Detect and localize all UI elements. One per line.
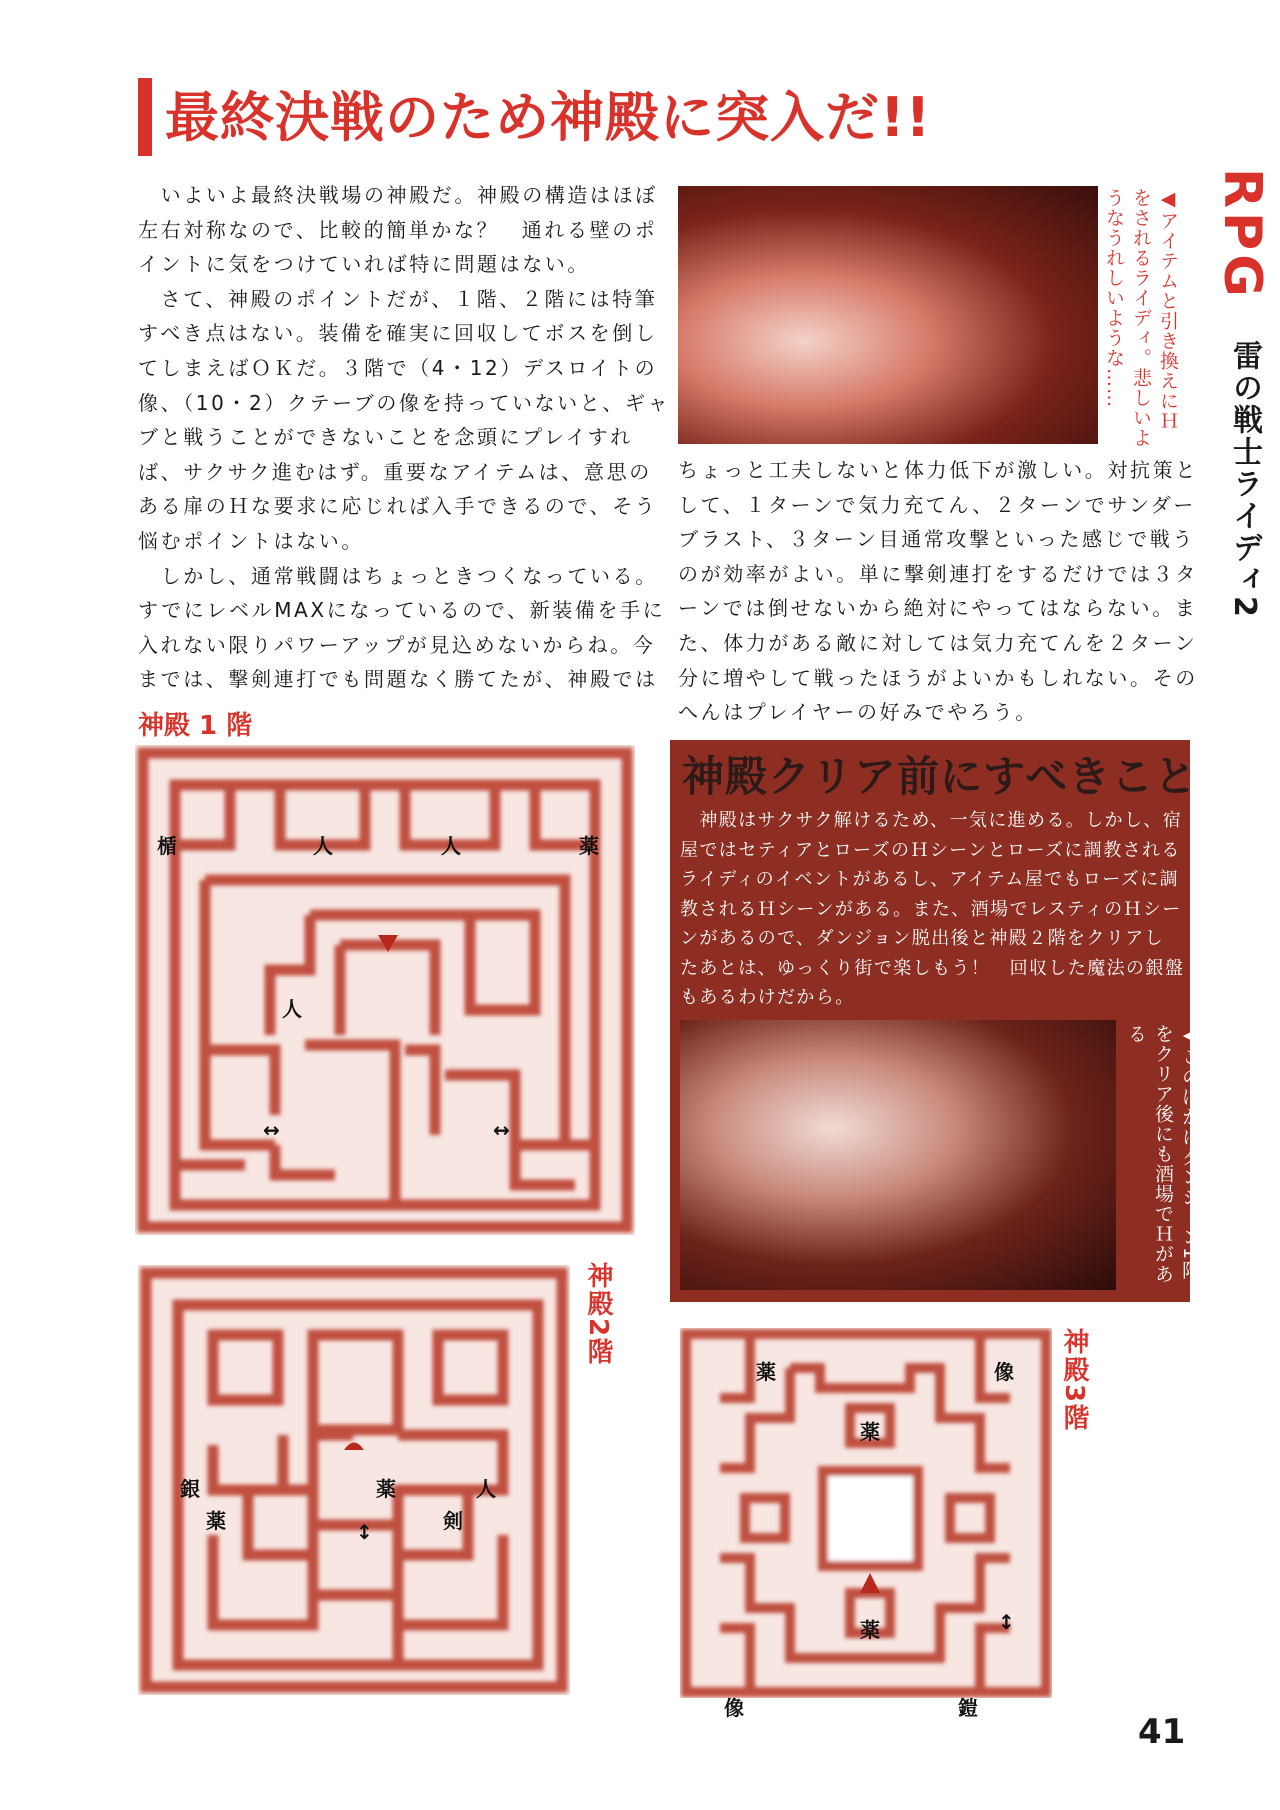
warp-arrow-icon: ↔ <box>493 1118 510 1142</box>
map-marker-medicine: 薬 <box>860 1618 880 1642</box>
tip-box-body <box>680 806 1184 1013</box>
warp-arrow-icon: ↔ <box>263 1118 280 1142</box>
text-line: すでにレベルMAXになっているので、新装備を手に <box>138 598 666 623</box>
text-line: して、１ターンで気力充てん、２ターンでサンダー <box>678 492 1196 517</box>
map-marker-medicine: 薬 <box>756 1360 776 1384</box>
text-line: もあるわけだから。 <box>680 987 855 1008</box>
photo-caption: ◀このほかにダンジョン1階をクリア後にも酒場でＨがある <box>1125 1024 1201 1284</box>
map-marker-person: 人 <box>476 1477 496 1501</box>
text-line: ブラスト、３ターン目通常攻撃といった感じで戦う <box>678 527 1195 552</box>
text-line: 左右対称なので、比較的簡単かな？ 通れる壁のポ <box>138 217 658 242</box>
text-line: のが効率がよい。単に撃剣連打をするだけでは３タ <box>678 561 1198 586</box>
text-line: た、体力がある敵に対しては気力充てんを２ターン <box>678 630 1198 655</box>
text-line: いよいよ最終決戦場の神殿だ。神殿の構造はほぼ <box>138 183 658 207</box>
map-marker-statue: 像 <box>994 1360 1014 1384</box>
page-title: 最終決戦のため神殿に突入だ!! <box>165 86 932 149</box>
text-line: 悩むポイントはない。 <box>138 528 364 553</box>
illustration-bar-scene <box>680 1020 1116 1290</box>
text-line: たあとは、ゆっくり街で楽しもう！ 回収した魔法の銀盤 <box>680 957 1185 979</box>
floor3-map <box>680 1328 1052 1720</box>
map-marker-medicine: 薬 <box>579 834 599 858</box>
text-line: ンがあるので、ダンジョン脱出後と神殿２階をクリアし <box>680 928 1165 949</box>
floor1-maze <box>135 745 635 1235</box>
text-line: ブと戦うことができないことを念頭にプレイすれ <box>138 425 633 450</box>
map-marker-statue: 像 <box>724 1696 744 1720</box>
text-line: すべき点はない。装備を確実に回収してボスを倒し <box>138 321 658 346</box>
photo-caption: ◀アイテムと引き換えにＨをされるライディ。悲しいようなうれしいような…… <box>1103 188 1179 448</box>
text-line: 神殿はサクサク解けるため、一気に進める。しかし、宿 <box>680 810 1183 831</box>
floor1-map <box>135 745 635 1235</box>
map-marker-shield: 楯 <box>157 834 177 858</box>
floor2-map <box>138 1265 570 1695</box>
right-column-text <box>678 453 1198 730</box>
text-line: 屋ではセティアとローズのＨシーンとローズに調教される <box>680 839 1181 861</box>
left-column-text <box>138 178 670 697</box>
text-line: 像、（10・2）クテーブの像を持っていないと、ギャ <box>138 390 671 415</box>
map-marker-medicine: 薬 <box>206 1509 226 1533</box>
map-marker-person: 人 <box>441 834 461 858</box>
warp-arrow-icon: ↕ <box>998 1610 1015 1634</box>
text-line: へんはプレイヤーの好みでやろう。 <box>678 700 1038 725</box>
text-line: イントに気をつけていれば特に問題はない。 <box>138 252 590 277</box>
genre-label: RPG <box>1212 168 1272 301</box>
floor2-maze <box>138 1265 570 1695</box>
text-line: さて、神殿のポイントだが、１階、２階には特筆 <box>138 286 658 311</box>
page-number: 41 <box>1138 1712 1186 1752</box>
text-line: ーンでは倒せないから絶対にやってはならない。ま <box>678 596 1198 621</box>
illustration-raidy <box>678 186 1098 444</box>
map-marker-person: 人 <box>282 997 302 1021</box>
map-marker-medicine: 薬 <box>376 1477 396 1501</box>
text-line: 教されるＨシーンがある。また、酒場でレスティのＨシー <box>680 898 1182 920</box>
text-line: 分に増やして戦ったほうがよいかもしれない。その <box>678 665 1198 690</box>
title-accent-bar <box>138 78 152 156</box>
map-marker-silver: 銀 <box>180 1477 200 1501</box>
map-marker-armor: 鎧 <box>958 1696 978 1720</box>
warp-arrow-icon: ↕ <box>356 1520 373 1544</box>
text-line: ば、サクサク進むはず。重要なアイテムは、意思の <box>138 459 652 484</box>
text-line: ちょっと工夫しないと体力低下が激しい。対抗策と <box>678 458 1198 482</box>
text-line: てしまえばＯＫだ。３階で（4・12）デスロイトの <box>138 355 658 380</box>
text-line: 入れない限りパワーアップが見込めないからね。今 <box>138 632 656 657</box>
map-marker-person: 人 <box>313 834 333 858</box>
text-line: ある扉のＨな要求に応じれば入手できるので、そう <box>138 494 658 519</box>
stairs-marker <box>344 1443 364 1451</box>
map-marker-sword: 剣 <box>443 1509 463 1533</box>
game-title: 雷の戦士ライディ2 <box>1227 340 1262 619</box>
floor2-label: 神殿2階 <box>583 1262 613 1367</box>
text-line: しかし、通常戦闘はちょっときつくなっている。 <box>138 563 658 588</box>
tip-box-title: 神殿クリア前にすべきこと <box>682 752 1198 801</box>
floor3-label: 神殿3階 <box>1059 1328 1089 1433</box>
floor1-heading: 神殿 1 階 <box>138 711 253 741</box>
map-marker-medicine: 薬 <box>860 1420 880 1444</box>
text-line: までは、撃剣連打でも問題なく勝てたが、神殿では <box>138 667 658 692</box>
text-line: ライディのイベントがあるし、アイテム屋でもローズに調 <box>680 869 1179 890</box>
stairs-up-marker <box>860 1573 880 1593</box>
